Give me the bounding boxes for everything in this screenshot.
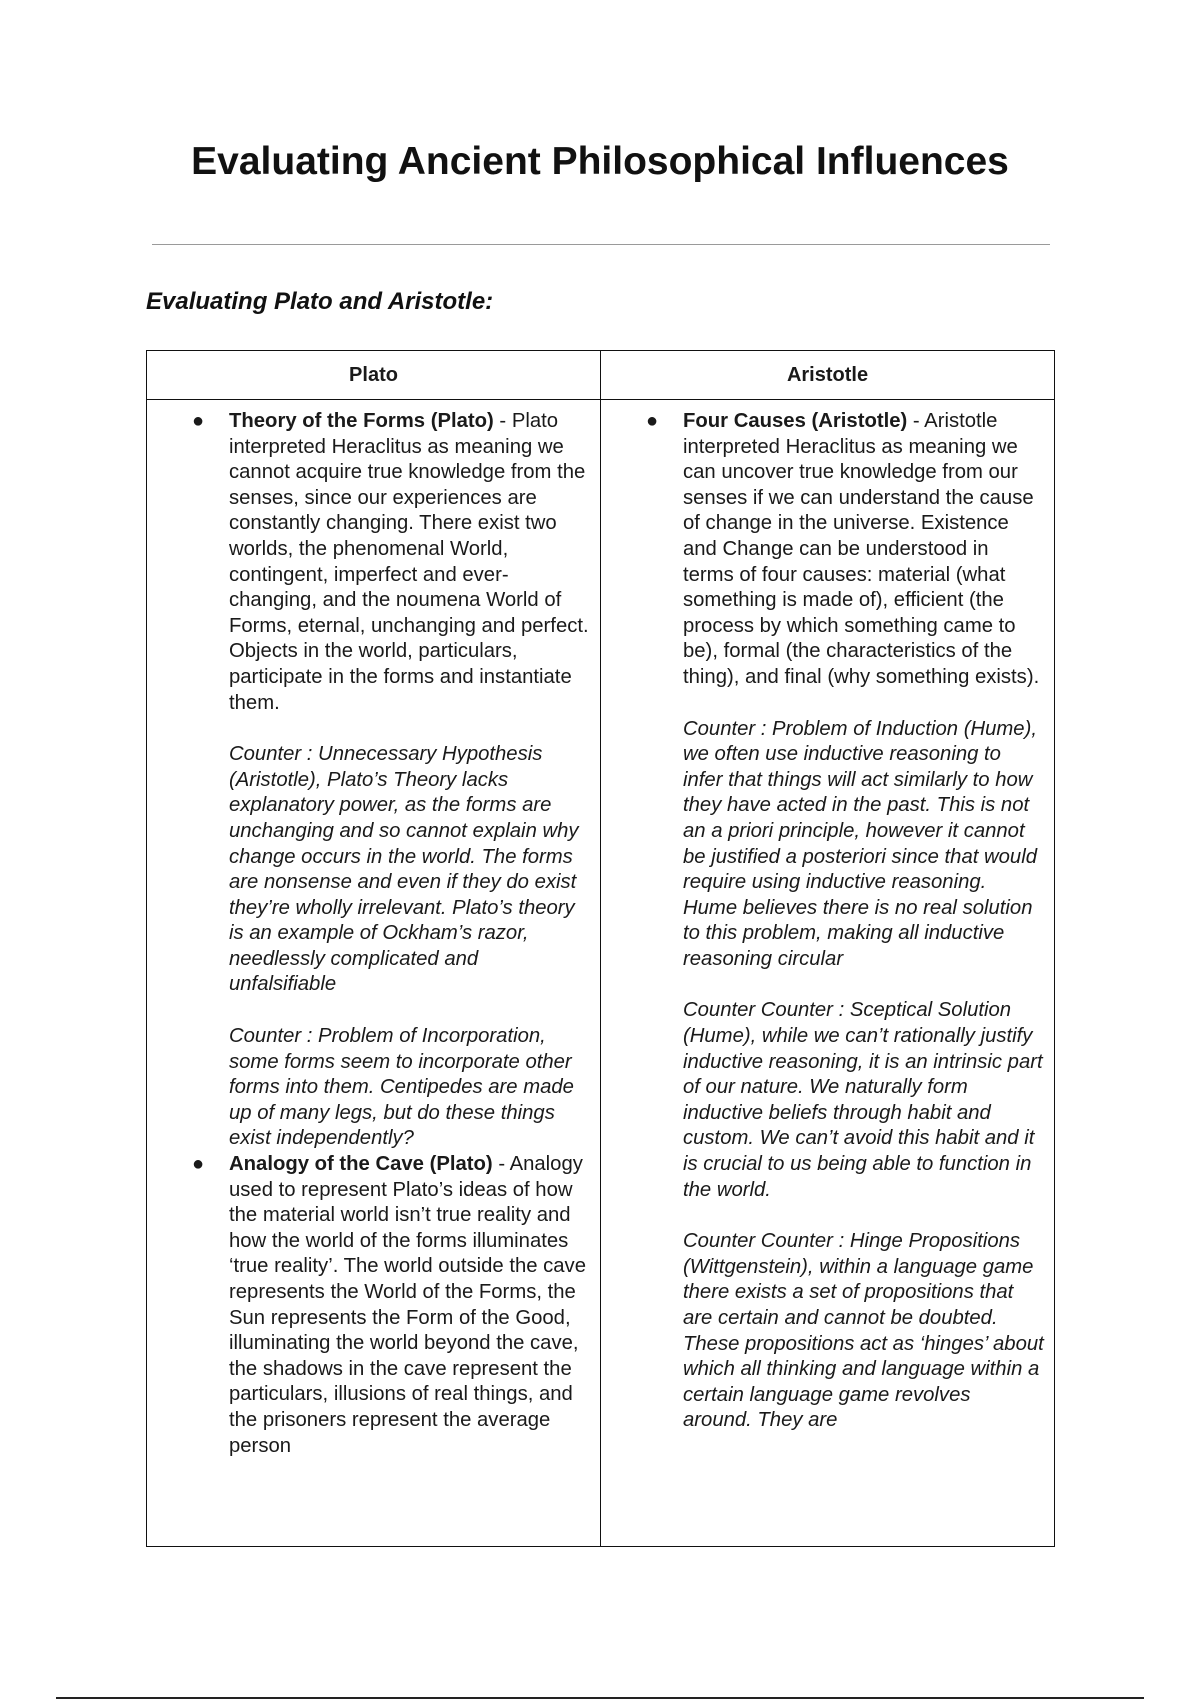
point-text: - Aristotle interpreted Heraclitus as meaning we can uncover true knowledge from our senses if we can understand the cause of change in the universe. Existence and Change can be understood in terms of four causes: material (what something is made of), efficient (the process by which something came to be), formal (the characteristics of the thing), and final (why something exists). [683, 410, 1040, 688]
point-paragraph [229, 409, 590, 716]
comparison-table [146, 350, 1055, 1547]
header-plato: Plato [147, 351, 601, 400]
document-title: Evaluating Ancient Philosophical Influences [191, 140, 1009, 183]
counter-paragraph: Counter : Problem of Induction (Hume), we often use inductive reasoning to infer that things will act similarly to how they have acted in the past. This is not an a priori principle, however it cannot be justified a posteriori since that would require using inductive reasoning. Hume believes there is no real solution to this problem, making all inductive reasoning circular [683, 717, 1037, 970]
bullet-icon: ● [192, 1153, 205, 1176]
list-item [646, 409, 1044, 1434]
title-divider [152, 244, 1050, 245]
plato-points-list [147, 409, 590, 1459]
plato-cell [147, 400, 601, 1547]
bullet-icon: ● [646, 410, 659, 432]
table-body-row [147, 400, 1055, 1547]
counter-paragraph: Counter Counter : Hinge Propositions (Wittgenstein), within a language game there exists a set of propositions that are certain and cannot be doubted. These propositions act as ‘hinges’ about which all thinking and language within a certain language game revolves around. They are [683, 1230, 1044, 1432]
footer-divider [56, 1697, 1144, 1699]
counter-paragraph: Counter : Unnecessary Hypothesis (Aristotle), Plato’s Theory lacks explanatory power, as the forms are unchanging and so cannot explain why change occurs in the world. The forms are nonsense and even if they do exist they’re wholly irrelevant. Plato’s theory is an example of Ockham’s razor, needlessly complicated and unfalsifiable [229, 743, 579, 996]
header-aristotle: Aristotle [601, 351, 1055, 400]
section-heading: Evaluating Plato and Aristotle: [146, 288, 494, 315]
point-title: Analogy of the Cave (Plato) [229, 1153, 493, 1176]
point-text: - Analogy used to represent Plato’s ideas of how the material world isn’t true reality and how the world of the forms illuminates ‘true reality’. The world outside the cave represents the World of the Forms, the Sun represents the Form of the Good, illuminating the world beyond the cave, the shadows in the cave represent the particulars, illusions of real things, and the prisoners represent the average person [229, 1153, 586, 1457]
list-item [192, 409, 590, 1152]
point-text: - Plato interpreted Heraclitus as meaning we cannot acquire true knowledge from the senses, since our experiences are constantly changing. There exist two worlds, the phenomenal World, contingent, imperfect and ever-changing, and the noumena World of Forms, eternal, unchanging and perfect. Objects in the world, particulars, participate in the forms and instantiate them. [229, 410, 589, 714]
bullet-icon: ● [192, 410, 205, 432]
aristotle-points-list [601, 409, 1044, 1434]
table-header-row [147, 351, 1055, 400]
counter-paragraph: Counter : Problem of Incorporation, some forms seem to incorporate other forms into them. Centipedes are made up of many legs, but do these things exist independently? [229, 1025, 574, 1150]
counter-paragraph: Counter Counter : Sceptical Solution (Hume), while we can’t rationally justify inductive reasoning, it is an intrinsic part of our nature. We naturally form inductive beliefs through habit and custom. We can’t avoid this habit and it is crucial to us being able to function in the world. [683, 999, 1043, 1201]
list-item [192, 1152, 590, 1459]
point-paragraph [683, 409, 1044, 691]
point-title: Theory of the Forms (Plato) [229, 410, 494, 432]
point-title: Four Causes (Aristotle) [683, 410, 908, 432]
point-paragraph [229, 1152, 590, 1459]
aristotle-cell [601, 400, 1055, 1547]
